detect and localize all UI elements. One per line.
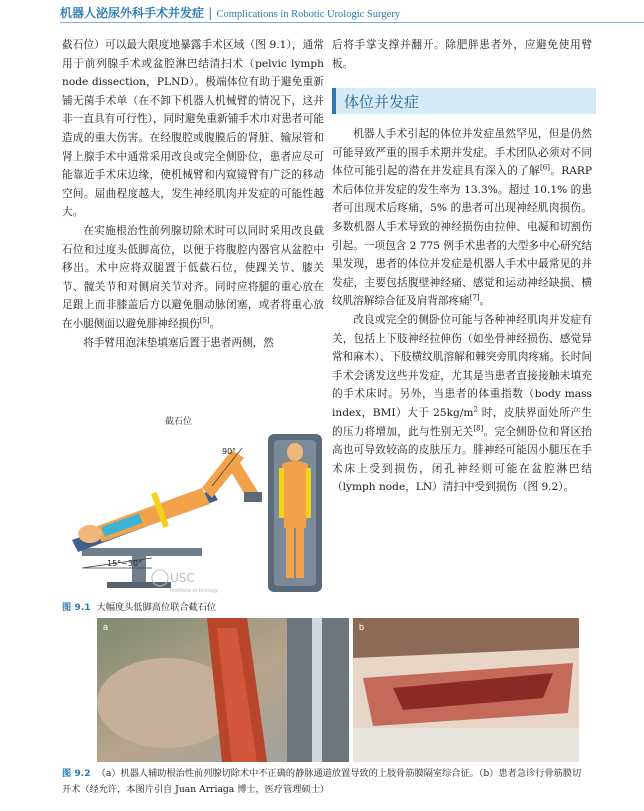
figure-2-photo-b — [353, 618, 579, 762]
figure-1-caption-text: 大幅度头低脚高位联合截石位 — [96, 602, 217, 613]
running-header — [0, 0, 644, 24]
arm-pad-right — [306, 468, 311, 518]
table-foot — [107, 582, 171, 588]
header-separator: | — [208, 6, 213, 20]
figure-1-label: 图 9.1 — [62, 602, 91, 613]
patient-leg-right — [296, 528, 304, 578]
left-paragraph-2: 在实施根治性前列腺切除术时可以同时采用改良截石位和过度头低脚高位，以便于将腹腔内器官从盆腔中移出。术中应将双腿置于低截石位，使踝关节、膝关节、髋关节和对侧肩关节对齐。同时应将腿的重心放在足跟上而非膝盖后方以避免腘动脉闭塞，或者将重心放在小腿侧面以避免腓神经损伤[5]。 — [62, 224, 324, 330]
header-rule — [60, 22, 644, 23]
right-column-top — [332, 36, 592, 73]
right-column — [332, 125, 592, 497]
panel-a-label: a — [103, 622, 109, 632]
panel-b-label: b — [359, 622, 365, 632]
right-paragraph-1: 机器人手术引起的体位并发症虽然罕见，但是仍然可能导致严重的围手术期并发症。手术团队必须对不同体位可能引起的潜在并发症具有深入的了解[6]。RARP 术后体位并发症的发生率为 13.3%。超过 10.1% 的患者可出现术后疼痛，5% 的患者可出现神经肌肉损伤。多数机器人手术导致的神经损伤由拉伸、电凝和切割伤引起。一项包含 2 775 例手术患者的大型多中心研究结果发现，患者的体位并发症是机器人手术中最常见的并发症，主要包括腹壁神经痛、感觉和运动神经缺损、横纹肌溶解综合征及肩背部疼痛[7]。 — [332, 128, 593, 308]
figure-2-photo-a — [97, 618, 349, 762]
patient-head — [78, 525, 102, 543]
patient-torso-front — [282, 461, 308, 528]
patient-leg-left — [286, 528, 294, 578]
table-base — [82, 548, 202, 556]
angle-90-label: 90° — [222, 447, 237, 456]
figure-2-label: 图 9.2 — [62, 768, 91, 779]
citation-5: [5] — [199, 316, 210, 325]
right-paragraph-2: 改良或完全的侧卧位可能与各种神经肌肉并发症有关，包括上下肢神经拉伸伤（如坐骨神经损伤、感觉异常和麻木）、下肢横纹肌溶解和棘突旁肌肉疼痛。长时间手术会诱发这些并发症，尤其是当患者直接接触未填充的手术床时。另外，当患者的体重指数（body mass index，BMI）大于 $25kg/m^2$ 时，皮肤界面处所产生的压力将增加，此与性别无关[8]。完全侧卧位和肾区抬高也可导致较高的皮肤压力。腓神经可能因小腿压在手术床上受到损伤，闭孔神经则可能在盆腔淋巴结（lymph node，LN）清扫中受到损伤（图 9.2）。 — [332, 313, 593, 494]
usc-watermark-sub: Institute of Urology — [170, 588, 219, 594]
arm-pad-left — [279, 468, 284, 518]
header-title-en: Complications in Robotic Urologic Surgery — [216, 9, 400, 20]
usc-watermark: USC — [170, 571, 195, 585]
section-title: 体位并发症 — [344, 93, 420, 111]
figure-2-caption-text: （a）机器人辅助根治性前列腺切除术中不正确的静脉通道放置导致的上肢骨筋膜隔室综合征。（b）患者急诊行骨筋膜切开术（经允许，本图片引自 Juan Arriaga 博士，医疗管理硕士） — [62, 768, 582, 795]
stirrup — [244, 492, 262, 502]
figure-1-caption — [62, 600, 324, 616]
section-heading — [332, 88, 596, 114]
angle-15-30-label: 15°~30° — [107, 559, 143, 568]
left-column — [62, 36, 324, 352]
lithotomy-illustration — [62, 408, 324, 598]
citation-7: [7] — [469, 293, 480, 302]
header-title-cn: 机器人泌尿外科手术并发症 — [60, 6, 205, 20]
header-title — [60, 4, 400, 21]
citation-6: [6] — [540, 163, 550, 172]
citation-8: [8] — [473, 423, 484, 432]
figure-1-title: 截石位 — [165, 417, 193, 427]
superscript-2: 2 — [473, 405, 478, 414]
patient-head-front — [287, 443, 303, 461]
right-paragraph-0: 后将手掌支撑并翻开。除肥胖患者外，应避免使用臂板。 — [332, 39, 592, 70]
left-paragraph-1: 截石位）可以最大限度地暴露手术区域（图 9.1），通常用于前列腺手术或盆腔淋巴结清扫术（pelvic lymph node dissection，PLND）。极端体位有助于避免重新铺无菌手术单（在不卸下机器人机械臂的情况下，这并非一直具有可行性），同时避免重新铺手术巾对患者可能造成的重大伤害。在经腹腔或腹膜后的肾脏、输尿管和肾上腺手术中通常采用改良或完全侧卧位，患者应尽可能靠近手术床边缘，使机械臂和内窥镜臂有广泛的移动空间。屈曲程度越大，发生神经肌肉并发症的可能性越大。 — [62, 39, 324, 219]
figure-9-1 — [62, 408, 324, 598]
figure-2-caption — [62, 766, 590, 798]
left-paragraph-3: 将手臂用泡沫垫填塞后置于患者两侧，然 — [83, 336, 274, 349]
